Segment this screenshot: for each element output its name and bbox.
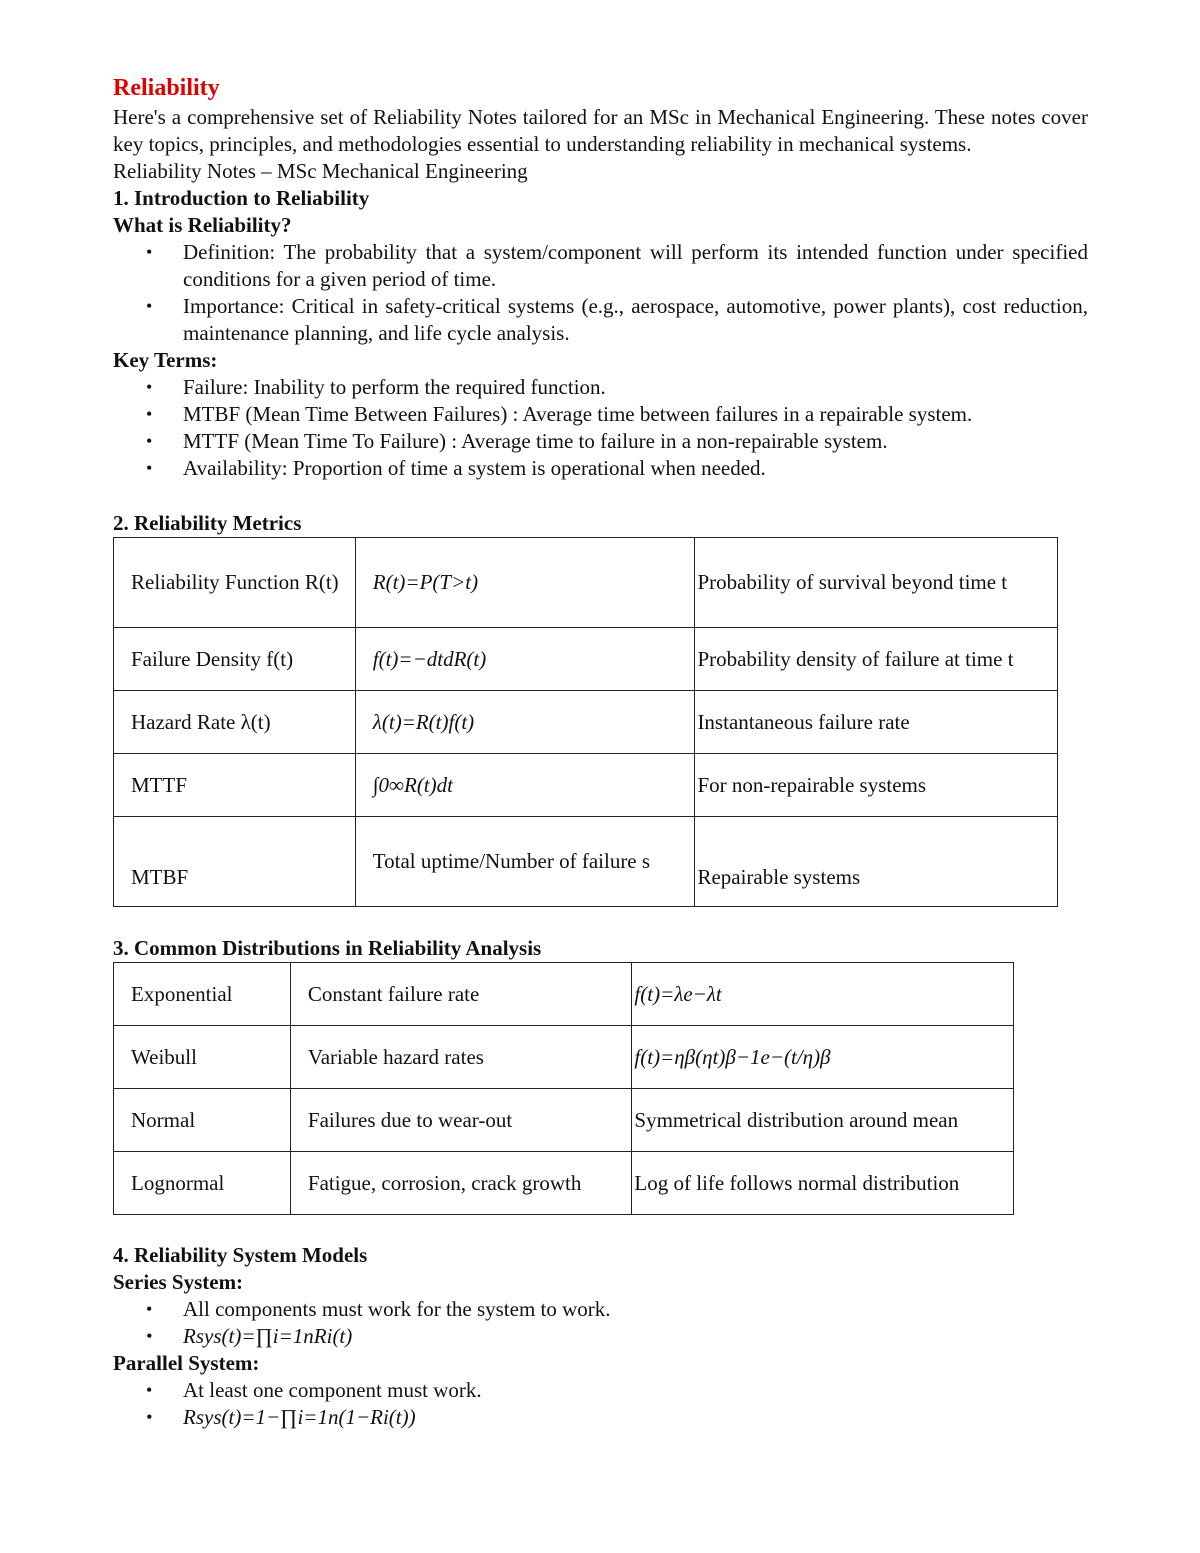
table-row xyxy=(114,628,1058,691)
table-row xyxy=(114,754,1058,817)
metric-name: Hazard Rate λ(t) xyxy=(114,691,356,754)
list-item: • Importance: Critical in safety-critical systems (e.g., aerospace, automotive, power plants), cost reduction, maintenance planning, and life cycle analysis. xyxy=(113,293,1088,347)
distribution-name: Exponential xyxy=(114,963,291,1026)
list-item: • MTBF (Mean Time Between Failures) : Average time between failures in a repairable system. xyxy=(113,401,1088,428)
distribution-formula: f(t)=λe−λt xyxy=(632,963,1014,1026)
section1-heading: 1. Introduction to Reliability xyxy=(113,186,370,210)
page-title: Reliability xyxy=(113,75,220,101)
metric-description: Probability of survival beyond time t xyxy=(695,538,1058,628)
metric-description: Probability density of failure at time t xyxy=(695,628,1058,691)
table-row xyxy=(114,963,1014,1026)
list-item: • Availability: Proportion of time a system is operational when needed. xyxy=(113,455,1088,482)
document-page xyxy=(113,72,1088,1431)
table-row xyxy=(114,1026,1014,1089)
metric-formula: Total uptime/Number of failure s xyxy=(355,817,695,907)
metric-description: Instantaneous failure rate xyxy=(695,691,1058,754)
what-is-reliability-heading: What is Reliability? xyxy=(113,213,292,237)
list-item: • Definition: The probability that a system/component will perform its intended function under specified conditions for a given period of time. xyxy=(113,239,1088,293)
parallel-system-heading: Parallel System: xyxy=(113,1351,260,1375)
list-item: • At least one component must work. xyxy=(113,1377,1088,1404)
series-formula: • Rsys(t)=∏i=1nRi(t) xyxy=(113,1323,1088,1350)
table-row xyxy=(114,1089,1014,1152)
key-terms-heading: Key Terms: xyxy=(113,348,218,372)
distribution-name: Weibull xyxy=(114,1026,291,1089)
metric-description: Repairable systems xyxy=(695,817,1058,907)
distribution-use: Constant failure rate xyxy=(290,963,632,1026)
metrics-table xyxy=(113,537,1058,907)
distribution-name: Normal xyxy=(114,1089,291,1152)
metric-name: MTBF xyxy=(114,817,356,907)
metric-description: For non-repairable systems xyxy=(695,754,1058,817)
list-item: • MTTF (Mean Time To Failure) : Average time to failure in a non-repairable system. xyxy=(113,428,1088,455)
list-item: • Failure: Inability to perform the required function. xyxy=(113,374,1088,401)
section3-heading: 3. Common Distributions in Reliability Analysis xyxy=(113,936,542,960)
metric-name: MTTF xyxy=(114,754,356,817)
metric-formula: λ(t)=R(t)f(t) xyxy=(355,691,695,754)
section2-heading: 2. Reliability Metrics xyxy=(113,511,302,535)
series-list xyxy=(113,1296,1088,1350)
table-row xyxy=(114,1152,1014,1215)
distribution-description: Log of life follows normal distribution xyxy=(632,1152,1014,1215)
metric-formula: f(t)=−dtdR(t) xyxy=(355,628,695,691)
distribution-use: Fatigue, corrosion, crack growth xyxy=(290,1152,632,1215)
parallel-list xyxy=(113,1377,1088,1431)
distribution-name: Lognormal xyxy=(114,1152,291,1215)
distribution-formula: f(t)=ηβ(ηt)β−1e−(t/η)β xyxy=(632,1026,1014,1089)
table-row xyxy=(114,691,1058,754)
list-item: • All components must work for the system to work. xyxy=(113,1296,1088,1323)
metric-formula: R(t)=P(T>t) xyxy=(355,538,695,628)
metric-name: Failure Density f(t) xyxy=(114,628,356,691)
table-row xyxy=(114,538,1058,628)
parallel-formula: • Rsys(t)=1−∏i=1n(1−Ri(t)) xyxy=(113,1404,1088,1431)
key-terms-list xyxy=(113,374,1088,482)
distribution-description: Symmetrical distribution around mean xyxy=(632,1089,1014,1152)
section4-heading: 4. Reliability System Models xyxy=(113,1243,368,1267)
series-system-heading: Series System: xyxy=(113,1270,244,1294)
distribution-use: Failures due to wear-out xyxy=(290,1089,632,1152)
distributions-table xyxy=(113,962,1014,1215)
intro-paragraph: Here's a comprehensive set of Reliability Notes tailored for an MSc in Mechanical Engineering. These notes cover key topics, principles, and methodologies essential to understanding reliability in mechanical systems. xyxy=(113,105,1088,156)
definition-list xyxy=(113,239,1088,347)
table-row xyxy=(114,817,1058,907)
metric-formula: ∫0∞R(t)dt xyxy=(355,754,695,817)
distribution-use: Variable hazard rates xyxy=(290,1026,632,1089)
subtitle: Reliability Notes – MSc Mechanical Engineering xyxy=(113,159,528,183)
metric-name: Reliability Function R(t) xyxy=(114,538,356,628)
